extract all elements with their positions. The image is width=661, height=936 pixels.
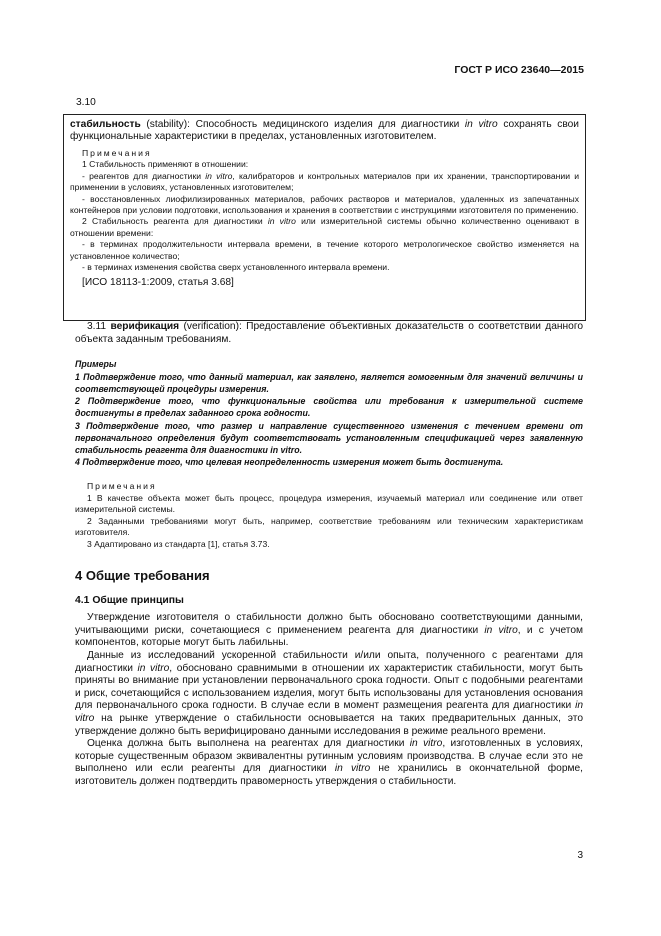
subsection-heading: 4.1 Общие принципы [75,594,184,606]
definition-box-stability [63,114,586,321]
note-2: 2 Заданными требованиями могут быть, например, соответствие требованиям или техническим характеристикам изготовителя. [75,515,583,538]
paragraph-1: Утверждение изготовителя о стабильности должно быть обосновано соответствующими данными, учитывающими риски, сочетающиеся с применением реагента для диагностики in vitro, и с учетом компонентов, которые могут быть лабильны. [75,612,583,649]
note-1b: - восстановленных лиофилизированных материалов, рабочих растворов и материалов, удаленных из запечатанных контейнеров при условии подготовки, использования и хранения в соответствии с инструкциями изготовителя по применению. [70,193,579,215]
term-stability: стабильность [70,118,141,130]
paragraph-3: Оценка должна быть выполнена на реагентах для диагностики in vitro, изготовленных в условиях, которые существенным образом эквивалентны рутинным условиям производства. В случае если это не выполнено или если реагенты для диагностики in vitro не хранились в окончательной форме, изготовитель должен подтвердить правомерность утверждения о стабильности. [75,738,584,787]
note-2b: - в терминах изменения свойства сверх установленного интервала времени. [82,262,390,273]
page-number: 3 [577,850,583,861]
note-1: 1 В качестве объекта может быть процесс, процедура измерения, изучаемый материал или соединение или ответ измерительной системы. [75,493,583,515]
stability-definition: стабильность (stability): Способность медицинского изделия для диагностики in vitro сохранять свои функциональные характеристики в пределах, установленных изготовителем. [70,118,579,143]
example-2: 2 Подтверждение того, что функциональные свойства или требования к измерительной системе достигнуты в пределах заданного срока годности. [75,396,583,419]
examples-title: Примеры [75,359,117,370]
standard-header: ГОСТ Р ИСО 23640—2015 [454,64,584,76]
note-3: 3 Адаптировано из стандарта [1], статья 3.73. [87,538,270,549]
example-1: 1 Подтверждение того, что данный материал, как заявлено, является гомогенным для значений величины и соответствующей процедуры измерения. [75,371,583,395]
example-3: 3 Подтверждение того, что размер и направление существенного изменения с течением времени от первоначального определения будут соответствовать установленным спецификацией через заявленную стабильность реагента для диагностики in vitro. [75,420,583,456]
term-verification: верификация [110,321,180,333]
source-reference: [ИСО 18113-1:2009, статья 3.68] [82,277,234,289]
notes-title: Примечания [87,481,157,492]
verification-definition: 3.11 верификация (verification): Предоставление объективных доказательств о соответствии данного объекта заданным требованиям. [75,321,583,345]
notes-title: Примечания [82,147,152,158]
note-1a: - реагентов для диагностики in vitro, калибраторов и контрольных материалов при их хранении, транспортировании и применении в условиях, установленных изготовителем; [70,170,580,193]
note-2a: - в терминах продолжительности интервала времени, в течение которого метрологическое свойство изменяется на установленное количество; [70,239,579,261]
paragraph-2: Данные из исследований ускоренной стабильности и/или опыта, полученного с реагентами для диагностики in vitro, обосновано сравнимыми в отношении их характеристик стабильности, могут быть приняты во внимание при установлении первоначального срока годности. Опыт с подобными реагентами и риск, сочетающийся с использованием изделия, могут быть использованы для установления основания для первоначального срока годности. В случае если в момент размещения реагента для диагностики in vitro на рынке утверждение о стабильности основывается на таких предварительных данных, это утверждение должно быть верифицировано данными исследования в режиме реального времени. [75,650,583,737]
example-4: 4 Подтверждение того, что целевая неопределенность измерения может быть достигнута. [75,457,504,468]
term-number-3-10: 3.10 [76,97,96,108]
main-content [70,97,584,789]
note-1: 1 Стабильность применяют в отношении: [82,159,249,170]
note-2: 2 Стабильность реагента для диагностики in vitro или измерительной системы обычно количественно оценивают в отношении времени: [70,216,580,238]
verification-notes [75,480,583,550]
section-heading: 4 Общие требования [75,568,210,584]
